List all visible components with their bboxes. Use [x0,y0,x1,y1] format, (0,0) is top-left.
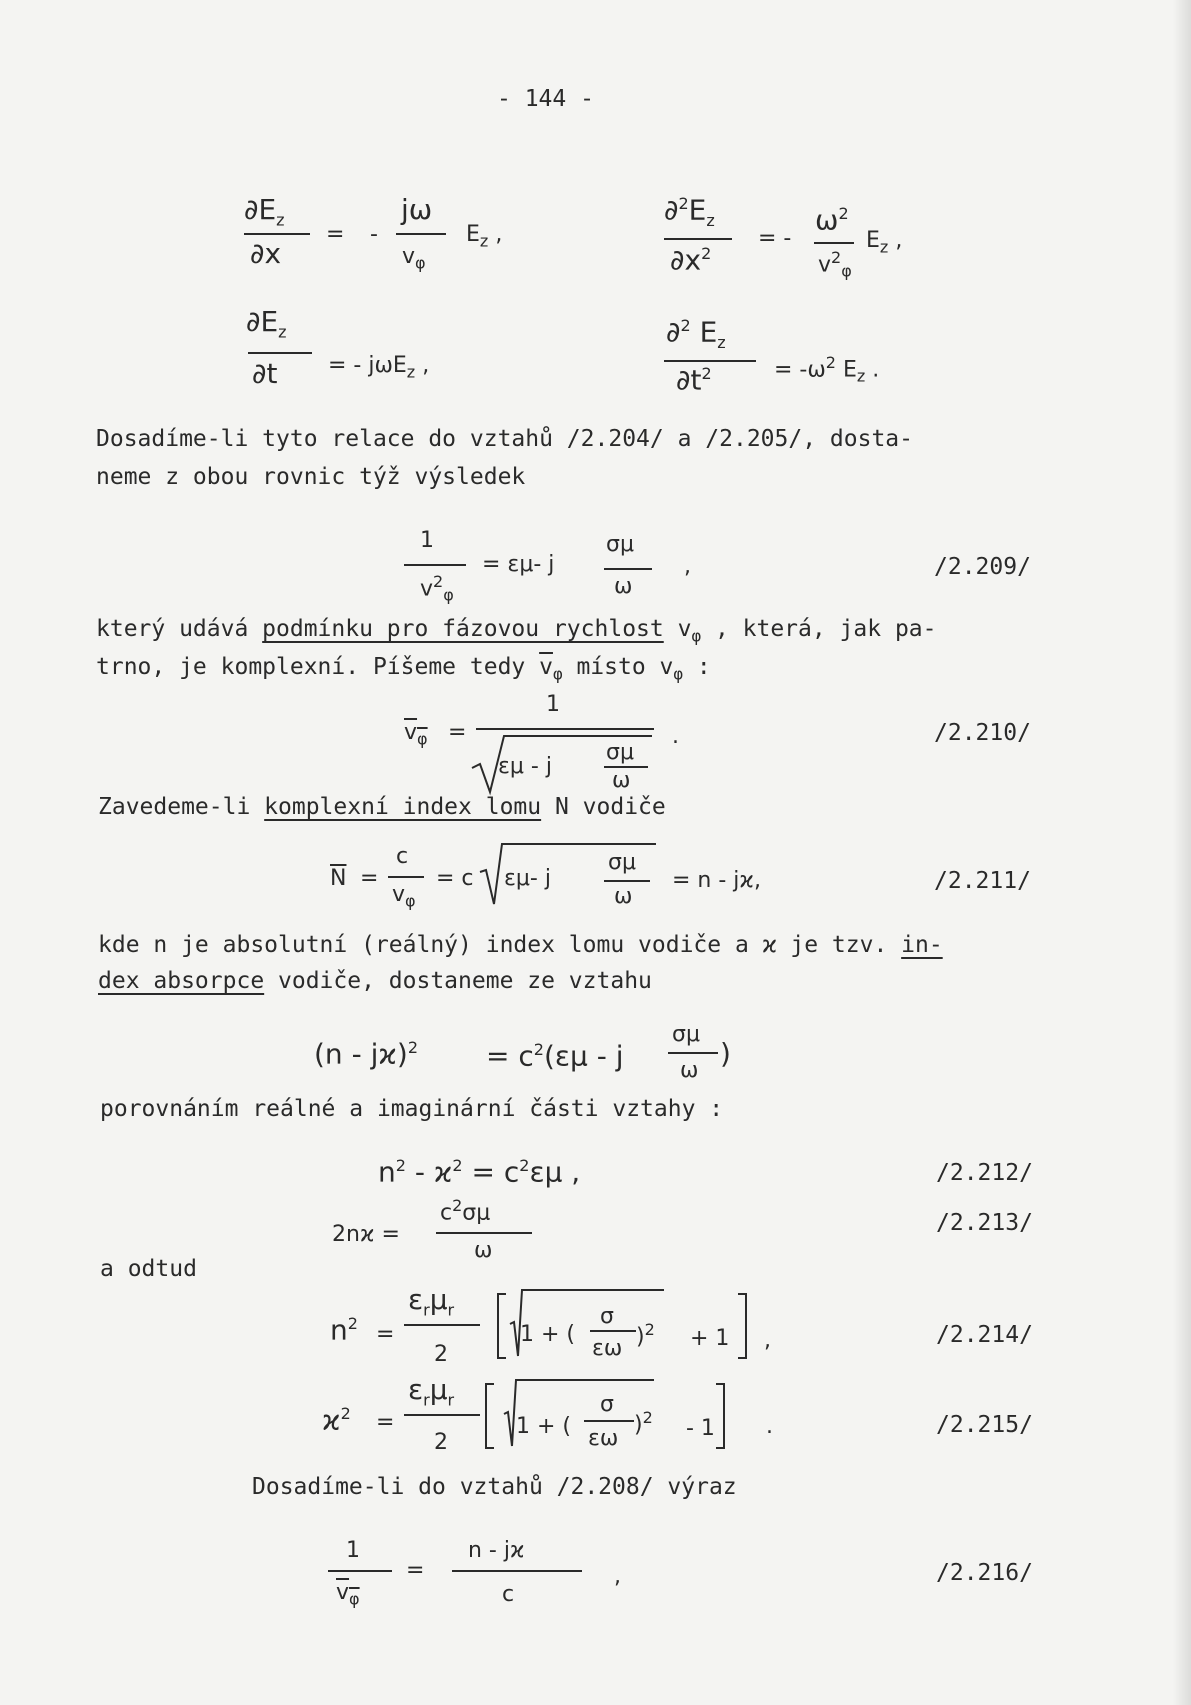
paragraph-line: který udává podmínku pro fázovou rychlost $v_\varphi$ , která, jak pa- [96,616,937,646]
denominator: εω [588,1426,619,1451]
left-hand-side: 2nϰ = [332,1222,400,1247]
denominator: ω [614,884,633,909]
comma: , [614,1564,621,1589]
paragraph-line: Dosadíme-li tyto relace do vztahů /2.204/ a /2.205/, dosta- [96,426,913,452]
closing-parenthesis: )$^2$ [636,1320,655,1350]
denominator: $v^2_\varphi$ [420,572,454,605]
numerator: σ [600,1304,614,1329]
numerator: $c^2\sigma\mu$ [440,1196,491,1226]
equation-label: /2.213/ [936,1210,1033,1236]
right-hand-side: = - jωE$_z$ , [328,353,430,382]
radicand: εμ- j [504,866,551,891]
denominator: $v_\varphi$ [392,882,416,911]
paragraph-line: kde n je absolutní (reálný) index lomu vodiče a ϰ je tzv. in- [98,932,943,958]
tail-term: - 1 [686,1416,715,1441]
numerator: $\partial E_z$ [246,305,287,342]
denominator: ∂x [250,237,282,270]
equation-label: /2.214/ [936,1322,1033,1348]
fraction-bar [452,1570,582,1572]
denominator: $v^2_\varphi$ [818,248,852,281]
closing-parenthesis: ) [720,1037,731,1070]
closing-parenthesis: )$^2$ [634,1408,653,1438]
right-hand-side: = $c^2(\varepsilon\mu$ - j [486,1039,624,1073]
paragraph-line: dex absorpce vodiče, dostaneme ze vztahu [98,968,652,994]
right-hand-side: = $-\omega^2$ $E_z$ . [774,353,880,386]
denominator: ω [474,1238,493,1263]
factor: $E_z$ , [466,222,503,251]
fraction-bar [328,1570,392,1572]
numerator: σμ [672,1022,700,1047]
equation-label: /2.212/ [936,1160,1033,1186]
numerator: $\partial^2E_z$ [664,193,715,230]
fraction-bar [404,1414,480,1416]
equals-sign: = [326,222,345,247]
equation-label: /2.209/ [934,554,1031,580]
equation-label: /2.216/ [936,1560,1033,1586]
denominator: c [502,1582,515,1607]
radicand: 1 + ( [520,1322,575,1347]
fraction-bar [590,1330,636,1332]
left-hand-side: $\overline{N}$ [330,866,347,891]
numerator: $\varepsilon_r\mu_r$ [408,1283,455,1320]
numerator: n - jϰ [468,1538,525,1563]
left-hand-side: $ϰ^2$ [322,1403,351,1437]
fraction-bar [244,233,310,235]
paragraph-line: porovnáním reálné a imaginární části vztahy : [100,1096,724,1122]
denominator: $\partial t^2$ [676,363,712,397]
denominator: $\partial x^2$ [670,243,712,277]
fraction-bar [664,238,732,240]
tail-term: + 1 [690,1326,730,1351]
denominator: $v_\varphi$ [336,1580,360,1609]
equation-label: /2.210/ [934,720,1031,746]
fraction-bar [604,880,650,882]
denominator: $v_\varphi$ [402,244,426,273]
fraction-bar [388,876,424,878]
comma: , [764,1328,771,1353]
factor: $E_z$ , [866,228,903,257]
numerator: σμ [606,532,634,557]
equation-label: /2.211/ [934,868,1031,894]
paragraph-line: Zavedeme-li komplexní index lomu N vodiče [98,794,666,820]
fraction-bar [584,1420,634,1422]
fraction-bar [668,1052,718,1054]
radicand: εμ - j [498,754,552,779]
numerator: σμ [608,850,636,875]
equals-sign: = [406,1558,425,1583]
equation-body: $n^2 - ϰ^2 = c^2\varepsilon\mu$ , [378,1155,581,1189]
denominator: ω [612,768,631,793]
numerator: ∂$^2$ $E_z$ [666,315,726,352]
equation-label: /2.215/ [936,1412,1033,1438]
left-hand-side: $v_\varphi$ [404,720,428,749]
left-hand-side: $n^2$ [330,1313,358,1347]
equals-sign: = [376,1410,395,1435]
period: . [672,724,679,749]
page-number: - 144 - [497,86,594,112]
paragraph-line: trno, je komplexní. Píšeme tedy $\overline{v}_\varphi$ místo $v_\varphi$ : [96,654,711,684]
numerator: c [396,844,409,869]
paragraph-line: neme z obou rovnic týž výsledek [96,464,526,490]
numerator: 1 [346,1538,360,1563]
numerator: $\partial E_z$ [244,193,285,230]
fraction-bar [814,242,854,244]
denominator: ∂t [252,357,278,390]
equals-sign: = [376,1322,395,1347]
fraction-bar [396,233,446,235]
fraction-bar [664,360,756,362]
equals-sign: = [360,866,379,891]
left-hand-side: (n - jϰ)$^2$ [314,1037,419,1071]
numerator: $\varepsilon_r\mu_r$ [408,1373,455,1410]
denominator: 2 [434,1430,448,1455]
paragraph-line: Dosadíme-li do vztahů /2.208/ výraz [252,1474,737,1500]
fraction-bar [476,728,654,730]
fraction-bar [604,568,652,570]
denominator: ω [680,1058,699,1083]
period: . [766,1414,773,1439]
numerator: σ [600,1392,614,1417]
fraction-bar [404,564,466,566]
right-hand-side: = εμ- j [482,552,555,577]
right-hand-side: = n - jϰ, [672,868,761,893]
right-hand-side: = c [436,866,474,891]
fraction-bar [436,1232,532,1234]
denominator: εω [592,1336,623,1361]
fraction-bar [248,352,312,354]
equals-sign: = - [758,226,792,251]
numerator: 1 [420,528,434,553]
comma: , [684,554,691,579]
denominator: ω [614,574,633,599]
equals-sign: = [448,720,467,745]
denominator: 2 [434,1342,448,1367]
minus-sign: - [370,222,378,247]
paragraph-line: a odtud [100,1256,197,1282]
fraction-bar [404,1324,480,1326]
numerator: jω [401,193,433,226]
numerator: 1 [546,692,560,717]
numerator: σμ [606,740,634,765]
numerator: $\omega^2$ [815,203,849,237]
radicand: 1 + ( [516,1414,571,1439]
